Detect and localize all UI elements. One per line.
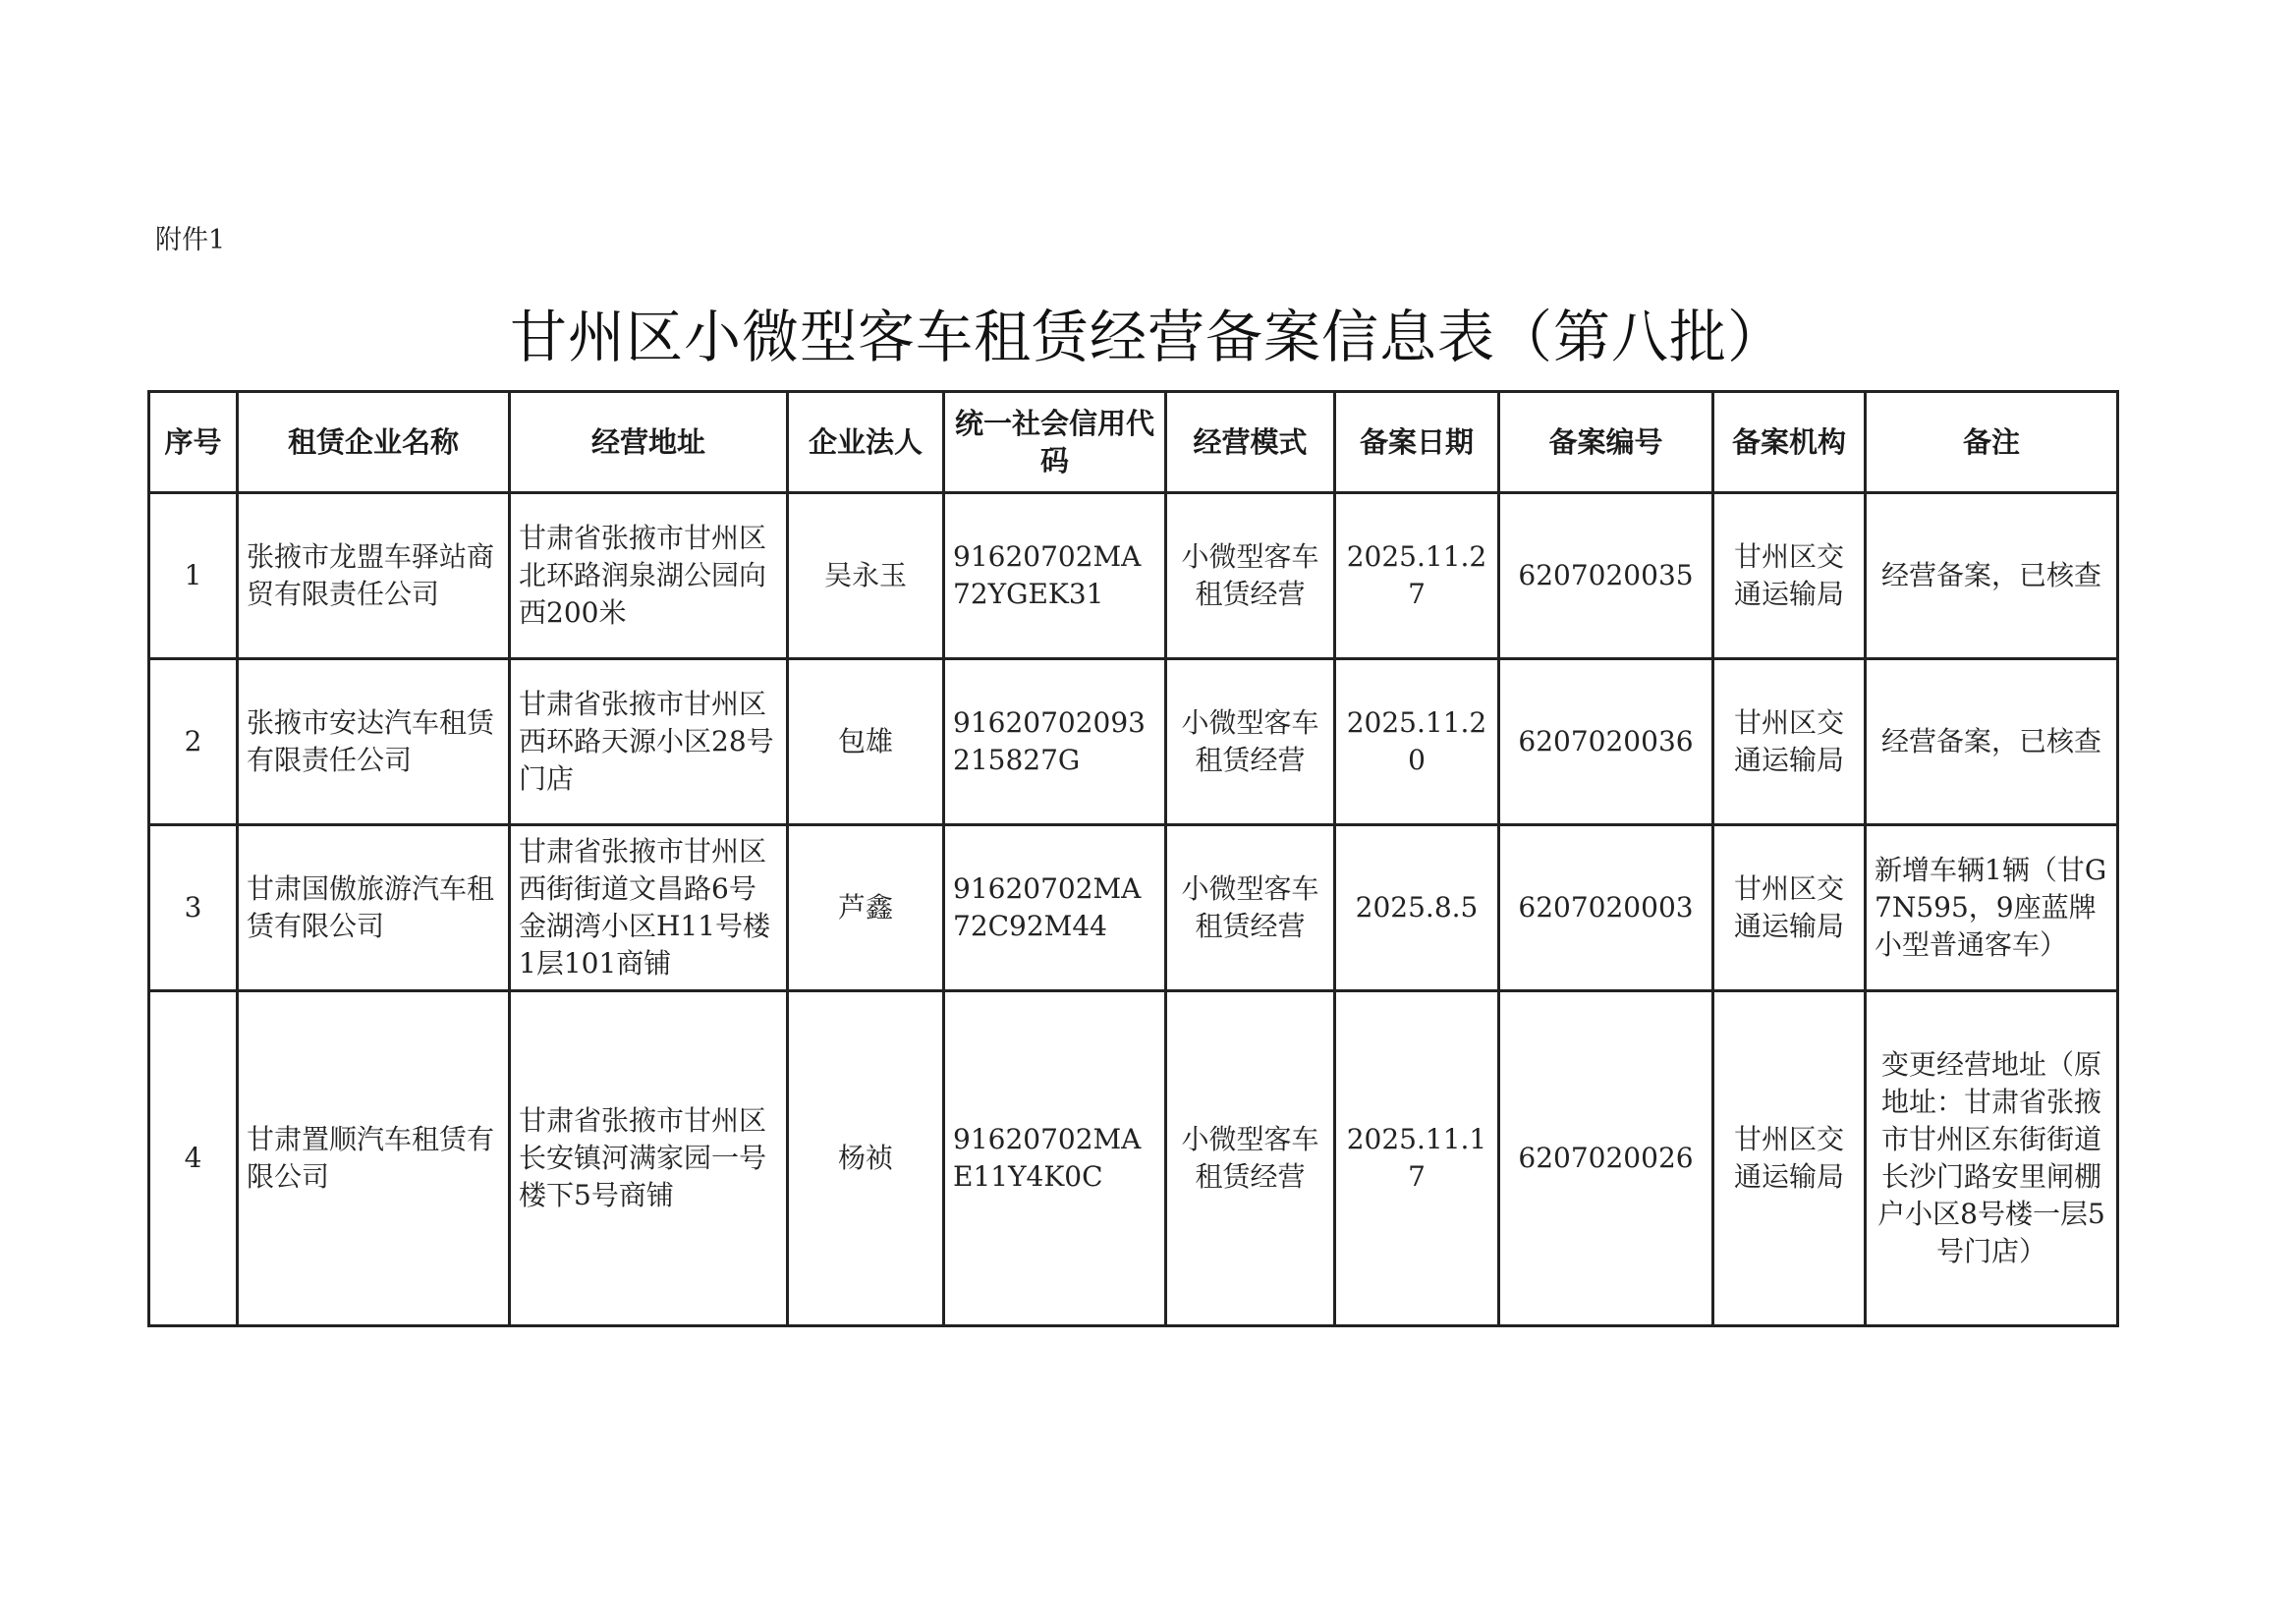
cell-credit-code: 91620702MA72YGEK31 bbox=[944, 493, 1166, 659]
cell-agency: 甘州区交通运输局 bbox=[1713, 493, 1866, 659]
cell-record-no: 6207020035 bbox=[1499, 493, 1713, 659]
cell-credit-code: 91620702MAE11Y4K0C bbox=[944, 991, 1166, 1326]
header-seq: 序号 bbox=[149, 392, 238, 493]
cell-agency: 甘州区交通运输局 bbox=[1713, 825, 1866, 991]
cell-mode: 小微型客车租赁经营 bbox=[1166, 493, 1335, 659]
cell-legal-person: 吴永玉 bbox=[788, 493, 944, 659]
cell-date: 2025.11.17 bbox=[1335, 991, 1499, 1326]
header-address: 经营地址 bbox=[510, 392, 788, 493]
cell-address: 甘肃省张掖市甘州区长安镇河满家园一号楼下5号商铺 bbox=[510, 991, 788, 1326]
cell-legal-person: 杨祯 bbox=[788, 991, 944, 1326]
cell-credit-code: 91620702MA72C92M44 bbox=[944, 825, 1166, 991]
cell-seq: 4 bbox=[149, 991, 238, 1326]
cell-remark: 经营备案，已核查 bbox=[1866, 659, 2118, 825]
cell-remark: 经营备案，已核查 bbox=[1866, 493, 2118, 659]
cell-remark: 新增车辆1辆（甘G7N595，9座蓝牌小型普通客车） bbox=[1866, 825, 2118, 991]
cell-credit-code: 91620702093215827G bbox=[944, 659, 1166, 825]
records-table bbox=[147, 390, 2119, 1327]
attachment-label: 附件1 bbox=[155, 225, 226, 255]
cell-company: 甘肃置顺汽车租赁有限公司 bbox=[238, 991, 510, 1326]
table-row bbox=[149, 825, 2118, 991]
cell-seq: 3 bbox=[149, 825, 238, 991]
header-company: 租赁企业名称 bbox=[238, 392, 510, 493]
cell-record-no: 6207020026 bbox=[1499, 991, 1713, 1326]
table-row bbox=[149, 659, 2118, 825]
cell-address: 甘肃省张掖市甘州区西环路天源小区28号门店 bbox=[510, 659, 788, 825]
header-remark: 备注 bbox=[1866, 392, 2118, 493]
cell-company: 张掖市安达汽车租赁有限责任公司 bbox=[238, 659, 510, 825]
cell-agency: 甘州区交通运输局 bbox=[1713, 659, 1866, 825]
cell-seq: 2 bbox=[149, 659, 238, 825]
table-row bbox=[149, 991, 2118, 1326]
cell-agency: 甘州区交通运输局 bbox=[1713, 991, 1866, 1326]
cell-mode: 小微型客车租赁经营 bbox=[1166, 825, 1335, 991]
cell-company: 张掖市龙盟车驿站商贸有限责任公司 bbox=[238, 493, 510, 659]
cell-legal-person: 包雄 bbox=[788, 659, 944, 825]
cell-mode: 小微型客车租赁经营 bbox=[1166, 991, 1335, 1326]
cell-address: 甘肃省张掖市甘州区西街街道文昌路6号金湖湾小区H11号楼1层101商铺 bbox=[510, 825, 788, 991]
cell-date: 2025.11.20 bbox=[1335, 659, 1499, 825]
cell-remark: 变更经营地址（原地址：甘肃省张掖市甘州区东街街道长沙门路安里闸棚户小区8号楼一层5号门店） bbox=[1866, 991, 2118, 1326]
cell-date: 2025.8.5 bbox=[1335, 825, 1499, 991]
cell-company: 甘肃国傲旅游汽车租赁有限公司 bbox=[238, 825, 510, 991]
header-credit-code: 统一社会信用代码 bbox=[944, 392, 1166, 493]
cell-address: 甘肃省张掖市甘州区北环路润泉湖公园向西200米 bbox=[510, 493, 788, 659]
table-row bbox=[149, 493, 2118, 659]
cell-mode: 小微型客车租赁经营 bbox=[1166, 659, 1335, 825]
header-agency: 备案机构 bbox=[1713, 392, 1866, 493]
document-title: 甘州区小微型客车租赁经营备案信息表（第八批） bbox=[509, 304, 1785, 370]
cell-record-no: 6207020003 bbox=[1499, 825, 1713, 991]
cell-seq: 1 bbox=[149, 493, 238, 659]
cell-legal-person: 芦鑫 bbox=[788, 825, 944, 991]
header-mode: 经营模式 bbox=[1166, 392, 1335, 493]
cell-record-no: 6207020036 bbox=[1499, 659, 1713, 825]
header-row bbox=[149, 392, 2118, 493]
header-record-no: 备案编号 bbox=[1499, 392, 1713, 493]
cell-date: 2025.11.27 bbox=[1335, 493, 1499, 659]
header-date: 备案日期 bbox=[1335, 392, 1499, 493]
header-legal-person: 企业法人 bbox=[788, 392, 944, 493]
